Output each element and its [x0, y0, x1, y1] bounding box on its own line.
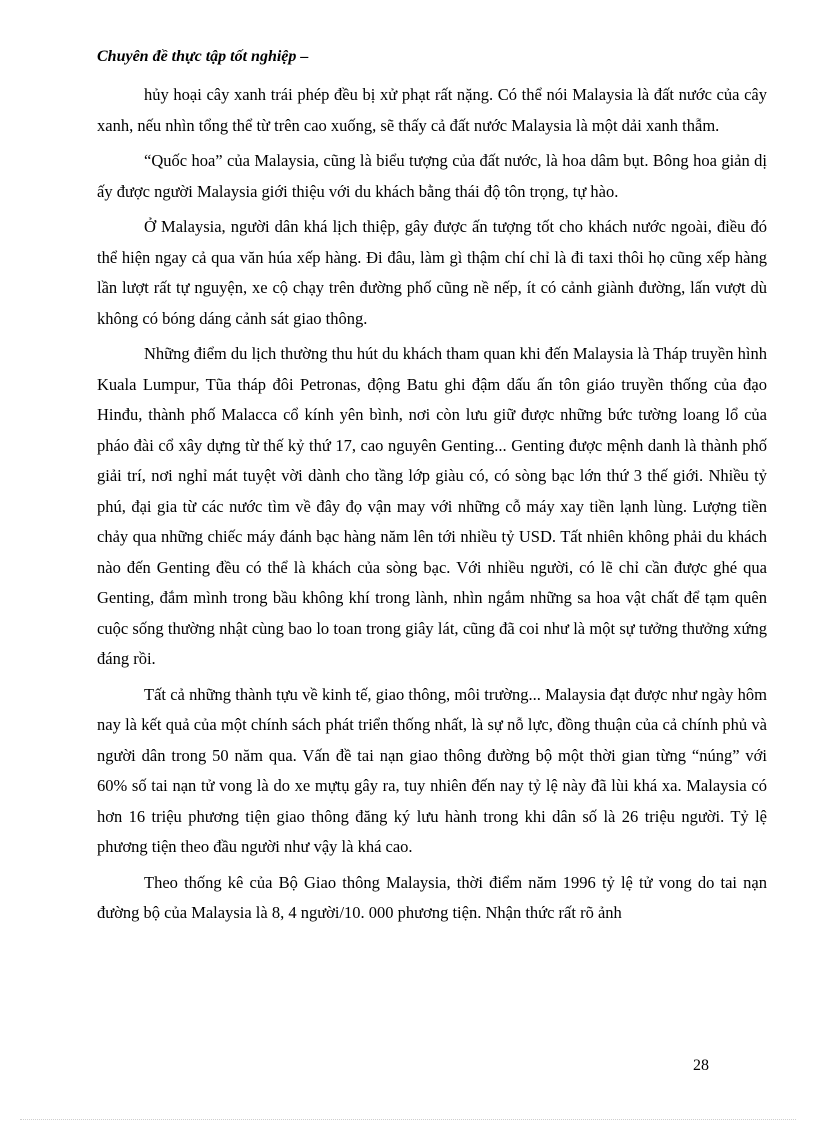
page-number: 28 — [693, 1057, 709, 1074]
paragraph: hủy hoại cây xanh trái phép đều bị xử phạt rất nặng. Có thể nói Malaysia là đất nước của cây xanh, nếu nhìn tổng thể từ trên cao xuống, sẽ thấy cả đất nước Malaysia là một dải xanh thẫm. — [97, 85, 767, 135]
paragraph: Những điểm du lịch thường thu hút du khách tham quan khi đến Malaysia là Tháp truyền hình Kuala Lumpur, Tũa tháp đôi Petronas, động Batu ghi đậm dấu ấn tôn giáo truyền thống của đạo Hinđu, thành phố Malacca cổ kính yên bình, nơi còn lưu giữ được những bức tường loang lổ của pháo đài cổ xây dựng từ thế kỷ thứ 17, cao nguyên Genting... Genting được mệnh danh là thành phố giải trí, nơi nghỉ mát tuyệt vời dành cho tầng lớp giàu có, có sòng bạc lớn thứ 3 thế giới. Nhiều tỷ phú, đại gia từ các nước tìm về đây đọ vận may với những cỗ máy xay tiền lạnh lùng. Lượng tiền chảy qua những chiếc máy đánh bạc hàng năm lên tới nhiều tỷ USD. Tất nhiên không phải du khách nào đến Genting đều có thể là khách của sòng bạc. Với nhiều người, có lẽ chỉ cần được ghé qua Genting, đắm mình trong bầu không khí trong lành, nhìn ngắm những sa hoa vật chất để tạm quên cuộc sống thường nhật cùng bao lo toan trong giây lát, cũng đã coi như là một sự tưởng thưởng xứng đáng rồi. — [97, 344, 767, 668]
paragraph: Theo thống kê của Bộ Giao thông Malaysia, thời điểm năm 1996 tỷ lệ tử vong do tai nạn đường bộ của Malaysia là 8, 4 người/10. 000 phương tiện. Nhận thức rất rõ ảnh — [97, 872, 767, 922]
paragraph: Tất cả những thành tựu về kinh tế, giao thông, môi trường... Malaysia đạt được như ngày hôm nay là kết quả của một chính sách phát triển thống nhất, là sự nỗ lực, đồng thuận của cả chính phủ và người dân trong 50 năm qua. Vấn đề tai nạn giao thông đường bộ một thời gian từng “núng” với 60% số tai nạn tử vong là do xe mựtụ gây ra, tuy nhiên đến nay tỷ lệ này đã lùi khá xa. Malaysia có hơn 16 triệu phương tiện giao thông đăng ký lưu hành trong khi dân số là 26 triệu người. Tỷ lệ phương tiện theo đầu người như vậy là khá cao. — [97, 684, 767, 856]
paragraph: Ở Malaysia, người dân khá lịch thiệp, gây được ấn tượng tốt cho khách nước ngoài, điều đó thể hiện ngay cả qua văn húa xếp hàng. Đi đâu, làm gì thậm chí chỉ là đi taxi thôi họ cũng xếp hàng lần lượt rất tự nguyện, xe cộ chạy trên đường phố cũng nề nếp, ít có cảnh giành đường, lấn vượt dù không có bóng dáng cảnh sát giao thông. — [97, 217, 767, 328]
page-bottom-divider — [20, 1119, 796, 1120]
paragraph: “Quốc hoa” của Malaysia, cũng là biểu tượng của đất nước, là hoa dâm bụt. Bông hoa giản dị ấy được người Malaysia giới thiệu với du khách bằng thái độ tôn trọng, tự hào. — [97, 151, 767, 201]
running-header: Chuyên đề thực tập tốt nghiệp – — [97, 48, 309, 65]
body-text — [97, 80, 767, 934]
